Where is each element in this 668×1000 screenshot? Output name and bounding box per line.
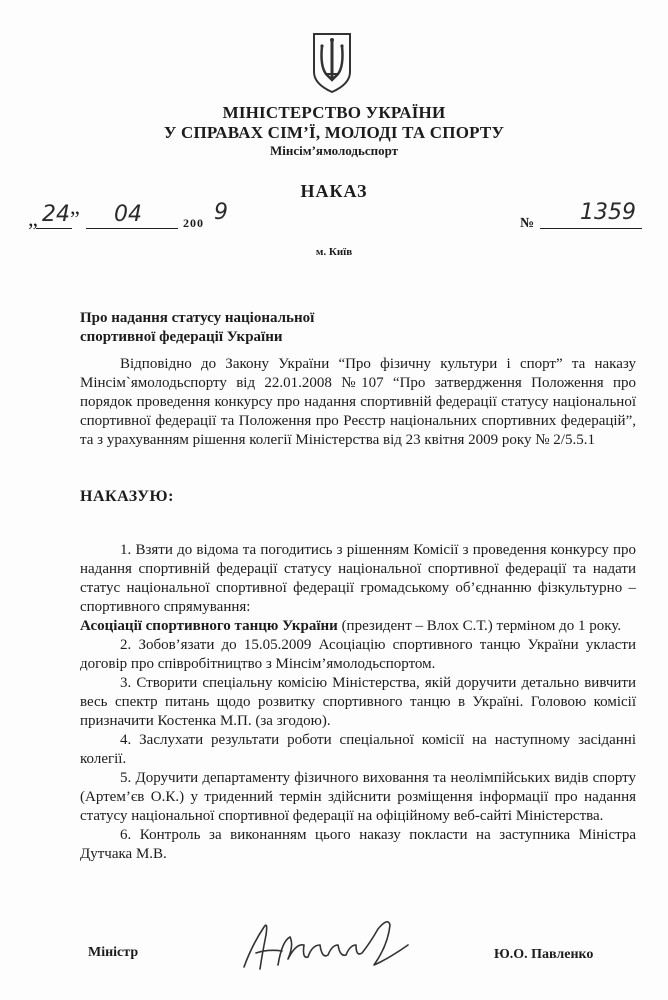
- date-quote-open: „: [28, 206, 38, 231]
- organization-name: Асоціації спортивного танцю України: [80, 618, 338, 634]
- date-day-line: [36, 228, 72, 229]
- item-3: 3. Створити спеціальну комісію Міністерства, якій доручити детально вивчити весь спектр питань щодо розвитку спортивного танцю в Україні. Головою комісії призначити Костенка М.П. (за згодою).: [80, 675, 636, 729]
- ministry-short-name: Мінсім’ямолодьспорт: [269, 143, 399, 158]
- ministry-name-line1: МІНІСТЕРСТВО УКРАЇНИ: [222, 103, 446, 122]
- item-1-tail: (президент – Влох С.Т.) терміном до 1 року.: [341, 618, 622, 634]
- date-quote-close: ”: [70, 206, 80, 231]
- document-type: НАКАЗ: [300, 181, 368, 201]
- order-word: НАКАЗУЮ:: [80, 488, 174, 505]
- date-month: 04: [114, 202, 142, 227]
- date-number-row: [28, 200, 648, 238]
- subject-line2: спортивної федерації України: [80, 329, 283, 345]
- order-number-line: [540, 228, 642, 229]
- item-1: 1. Взяти до відома та погодитись з рішенням Комісії з проведення конкурсу про надання спортивній федерації статусу національної спортивної федерації та надати статус національної спортивної федерації громадському об’єднанню фізкультурно – спортивного спрямування:: [80, 542, 636, 615]
- order-number: 1359: [580, 200, 636, 225]
- ministry-name-line2: У СПРАВАХ СІМ’Ї, МОЛОДІ ТА СПОРТУ: [163, 123, 505, 142]
- signature-block: [0, 915, 668, 985]
- item-1-organization: [80, 617, 636, 636]
- subject-line1: Про надання статусу національної: [80, 310, 315, 326]
- handwritten-signature: [238, 915, 418, 975]
- item-2: 2. Зобов’язати до 15.05.2009 Асоціацію спортивного танцю України укласти договір про співробітництво з Мінсім’ямолодьспортом.: [80, 637, 636, 672]
- date-year-suffix: 9: [214, 200, 228, 225]
- number-sign: №: [520, 216, 535, 231]
- date-month-line: [86, 228, 178, 229]
- city: м. Київ: [315, 246, 353, 258]
- intro-paragraph: Відповідно до Закону України “Про фізичну культури і спорт” та наказу Мінсім`ямолодьспорту від 22.01.2008 №107 “Про затвердження Положення про порядок проведення конкурсу про надання спортивній федерації статусу національної спортивної федерації та Положення про Реєстр національних спортивних федерацій”, та з урахуванням рішення колегії Міністерства від 23 квітня 2009 року № 2/5.5.1: [80, 356, 636, 448]
- item-6: 6. Контроль за виконанням цього наказу покласти на заступника Міністра Дутчака М.В.: [80, 827, 636, 862]
- date-year-prefix: 200: [183, 216, 204, 230]
- order-items: [80, 541, 636, 864]
- item-5: 5. Доручити департаменту фізичного виховання та неолімпійських видів спорту (Артем’єв О.К.) у триденний термін здійснити розміщення інформації про надання статусу національної спортивної федерації на офіційному веб-сайті Міністерства.: [80, 770, 636, 824]
- item-4: 4. Заслухати результати роботи спеціальної комісії на наступному засіданні колегії.: [80, 732, 636, 767]
- signer-title: Міністр: [88, 945, 139, 960]
- signer-name: Ю.О. Павленко: [494, 947, 594, 962]
- trident-emblem-icon: [310, 32, 354, 94]
- date-day: 24: [42, 202, 70, 227]
- subject: [80, 309, 400, 347]
